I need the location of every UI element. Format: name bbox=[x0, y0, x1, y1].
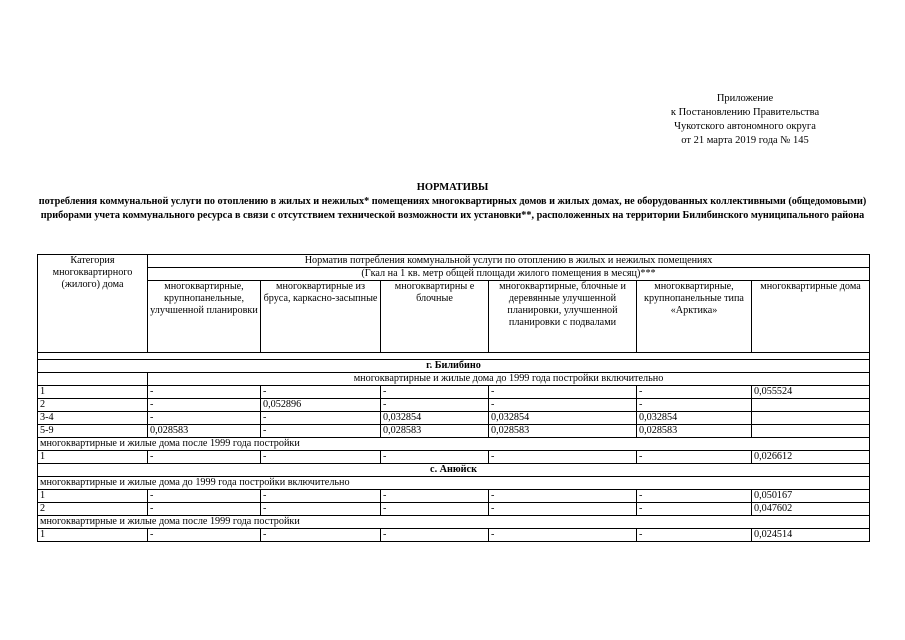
appendix-line: от 21 марта 2019 года № 145 bbox=[681, 135, 809, 146]
header-category: Категория многоквартирного (жилого) дома bbox=[38, 255, 148, 353]
value-cell: - bbox=[381, 529, 489, 542]
category-cell: 2 bbox=[38, 503, 148, 516]
norms-table bbox=[37, 254, 870, 542]
header-row bbox=[38, 268, 870, 281]
table-row bbox=[38, 529, 870, 542]
table-row bbox=[38, 503, 870, 516]
value-cell: 0,050167 bbox=[752, 490, 870, 503]
value-cell: 0,028583 bbox=[637, 425, 752, 438]
header-norm-title: Норматив потребления коммунальной услуги по отоплению в жилых и нежилых помещениях bbox=[148, 255, 870, 268]
value-cell: - bbox=[148, 399, 261, 412]
category-cell: 2 bbox=[38, 399, 148, 412]
header-row bbox=[38, 255, 870, 268]
value-cell: 0,052896 bbox=[261, 399, 381, 412]
value-cell: - bbox=[489, 503, 637, 516]
value-cell: - bbox=[381, 399, 489, 412]
value-cell: 0,055524 bbox=[752, 386, 870, 399]
value-cell bbox=[752, 399, 870, 412]
column-header: многоквартирные дома bbox=[752, 281, 870, 353]
value-cell: - bbox=[261, 503, 381, 516]
category-cell: 5-9 bbox=[38, 425, 148, 438]
value-cell: - bbox=[261, 425, 381, 438]
value-cell: - bbox=[261, 451, 381, 464]
value-cell: 0,024514 bbox=[752, 529, 870, 542]
group-row bbox=[38, 438, 870, 451]
value-cell: - bbox=[381, 386, 489, 399]
city-name: г. Билибино bbox=[38, 360, 870, 373]
column-header: многоквартирные, крупнопанельные типа «Арктика» bbox=[637, 281, 752, 353]
column-header: многоквартирные, крупнопанельные, улучшенной планировки bbox=[148, 281, 261, 353]
value-cell: - bbox=[637, 490, 752, 503]
value-cell: 0,032854 bbox=[381, 412, 489, 425]
value-cell: - bbox=[148, 529, 261, 542]
category-cell: 1 bbox=[38, 529, 148, 542]
group-row bbox=[38, 516, 870, 529]
norms-table-body bbox=[38, 255, 870, 542]
header-columns-row bbox=[38, 281, 870, 353]
value-cell: 0,028583 bbox=[148, 425, 261, 438]
value-cell: - bbox=[148, 386, 261, 399]
value-cell: - bbox=[381, 451, 489, 464]
category-cell: 1 bbox=[38, 386, 148, 399]
value-cell: - bbox=[261, 412, 381, 425]
value-cell: - bbox=[489, 529, 637, 542]
value-cell: - bbox=[261, 529, 381, 542]
value-cell: 0,028583 bbox=[489, 425, 637, 438]
city-name: с. Анюйск bbox=[38, 464, 870, 477]
table-row bbox=[38, 399, 870, 412]
value-cell: 0,032854 bbox=[637, 412, 752, 425]
value-cell: - bbox=[148, 412, 261, 425]
category-cell: 1 bbox=[38, 451, 148, 464]
value-cell: - bbox=[148, 490, 261, 503]
value-cell: 0,047602 bbox=[752, 503, 870, 516]
category-cell: 3-4 bbox=[38, 412, 148, 425]
value-cell bbox=[752, 412, 870, 425]
spacer-cell bbox=[38, 353, 870, 360]
appendix-line: к Постановлению Правительства bbox=[670, 107, 820, 118]
value-cell: 0,028583 bbox=[381, 425, 489, 438]
value-cell: - bbox=[148, 503, 261, 516]
group-label: многоквартирные и жилые дома после 1999 года постройки bbox=[38, 438, 870, 451]
group-row bbox=[38, 477, 870, 490]
document-subtitle: потребления коммунальной услуги по отоплению в жилых и нежилых* помещениях многоквартирных домов и жилых домах, не оборудованных коллективными (общедомовыми) приборами учета коммунального ресурса в связи с отсутствием технической возможности их установки**, расположенных на территории Билибинского муниципального района bbox=[38, 196, 867, 221]
value-cell: - bbox=[261, 490, 381, 503]
column-header: многоквартирные, блочные и деревянные улучшенной планировки, улучшенной планировки с подвалами bbox=[489, 281, 637, 353]
value-cell: - bbox=[381, 503, 489, 516]
group-label: многоквартирные и жилые дома до 1999 года постройки включительно bbox=[38, 477, 870, 490]
table-row bbox=[38, 451, 870, 464]
appendix-block bbox=[600, 92, 890, 148]
group-label: многоквартирные и жилые дома после 1999 года постройки bbox=[38, 516, 870, 529]
value-cell: - bbox=[489, 451, 637, 464]
header-units: (Гкал на 1 кв. метр общей площади жилого помещения в месяц)*** bbox=[148, 268, 870, 281]
spacer-row bbox=[38, 353, 870, 360]
value-cell: - bbox=[637, 529, 752, 542]
value-cell: - bbox=[381, 490, 489, 503]
appendix-line: Приложение bbox=[716, 93, 774, 104]
group-empty-cell bbox=[38, 373, 148, 386]
value-cell: - bbox=[489, 386, 637, 399]
value-cell: 0,032854 bbox=[489, 412, 637, 425]
table-row bbox=[38, 412, 870, 425]
value-cell: - bbox=[637, 451, 752, 464]
category-cell: 1 bbox=[38, 490, 148, 503]
table-row bbox=[38, 386, 870, 399]
value-cell: - bbox=[261, 386, 381, 399]
value-cell: - bbox=[489, 399, 637, 412]
column-header: многоквартирные из бруса, каркасно-засыпные bbox=[261, 281, 381, 353]
value-cell: 0,026612 bbox=[752, 451, 870, 464]
group-label: многоквартирные и жилые дома до 1999 года постройки включительно bbox=[148, 373, 870, 386]
table-row bbox=[38, 490, 870, 503]
value-cell: - bbox=[637, 503, 752, 516]
table-row bbox=[38, 425, 870, 438]
value-cell: - bbox=[637, 386, 752, 399]
city-row bbox=[38, 464, 870, 477]
appendix-line: Чукотского автономного округа bbox=[674, 121, 816, 132]
value-cell bbox=[752, 425, 870, 438]
value-cell: - bbox=[637, 399, 752, 412]
document-title: НОРМАТИВЫ bbox=[416, 182, 489, 193]
value-cell: - bbox=[148, 451, 261, 464]
value-cell: - bbox=[489, 490, 637, 503]
city-row bbox=[38, 360, 870, 373]
column-header: многоквартирны е блочные bbox=[381, 281, 489, 353]
group-row bbox=[38, 373, 870, 386]
